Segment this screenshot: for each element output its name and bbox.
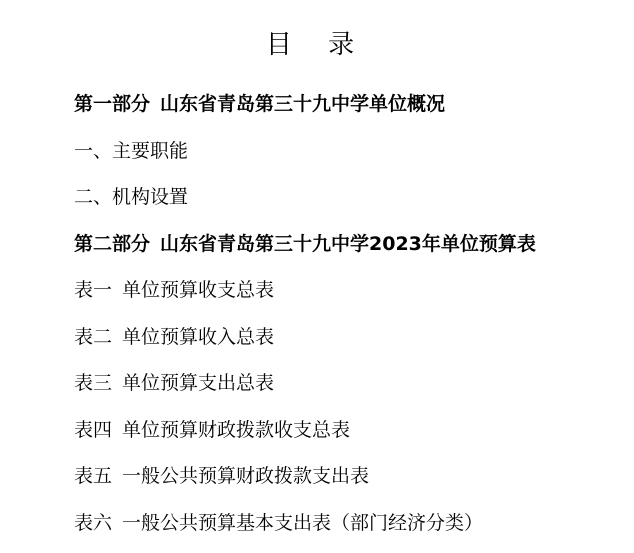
- toc-entry-text: 一般公共预算基本支出表（部门经济分类）: [122, 512, 483, 534]
- toc-list: [74, 88, 536, 553]
- toc-entry-text: 单位预算收入总表: [122, 326, 274, 348]
- toc-entry-table-4: [74, 414, 536, 461]
- toc-entry-table-1: [74, 274, 536, 321]
- toc-part-prefix: 第二部分: [74, 228, 150, 260]
- toc-entry-organization: [74, 181, 536, 228]
- toc-entry-prefix: 表六: [74, 507, 112, 539]
- toc-entry-prefix: 一、: [74, 135, 112, 167]
- toc-entry-table-2: [74, 321, 536, 368]
- toc-entry-text: 单位预算财政拨款收支总表: [122, 419, 350, 441]
- toc-entry-text: 主要职能: [112, 140, 188, 162]
- toc-entry-table-6: [74, 507, 536, 553]
- toc-part-text: 山东省青岛第三十九中学2023年单位预算表: [160, 233, 536, 255]
- toc-entry-prefix: 表四: [74, 414, 112, 446]
- toc-entry-prefix: 二、: [74, 181, 112, 213]
- toc-entry-main-functions: [74, 135, 536, 182]
- toc-entry-table-5: [74, 460, 536, 507]
- toc-title: 目 录: [0, 24, 634, 61]
- toc-entry-prefix: 表二: [74, 321, 112, 353]
- toc-part-text: 山东省青岛第三十九中学单位概况: [160, 93, 445, 115]
- toc-entry-table-3: [74, 367, 536, 414]
- toc-part-1: [74, 88, 536, 135]
- toc-entry-text: 一般公共预算财政拨款支出表: [122, 465, 369, 487]
- toc-part-prefix: 第一部分: [74, 88, 150, 120]
- toc-entry-text: 单位预算收支总表: [122, 279, 274, 301]
- toc-part-2: [74, 228, 536, 275]
- toc-entry-text: 机构设置: [112, 186, 188, 208]
- toc-entry-prefix: 表五: [74, 460, 112, 492]
- toc-entry-text: 单位预算支出总表: [122, 372, 274, 394]
- toc-entry-prefix: 表三: [74, 367, 112, 399]
- toc-entry-prefix: 表一: [74, 274, 112, 306]
